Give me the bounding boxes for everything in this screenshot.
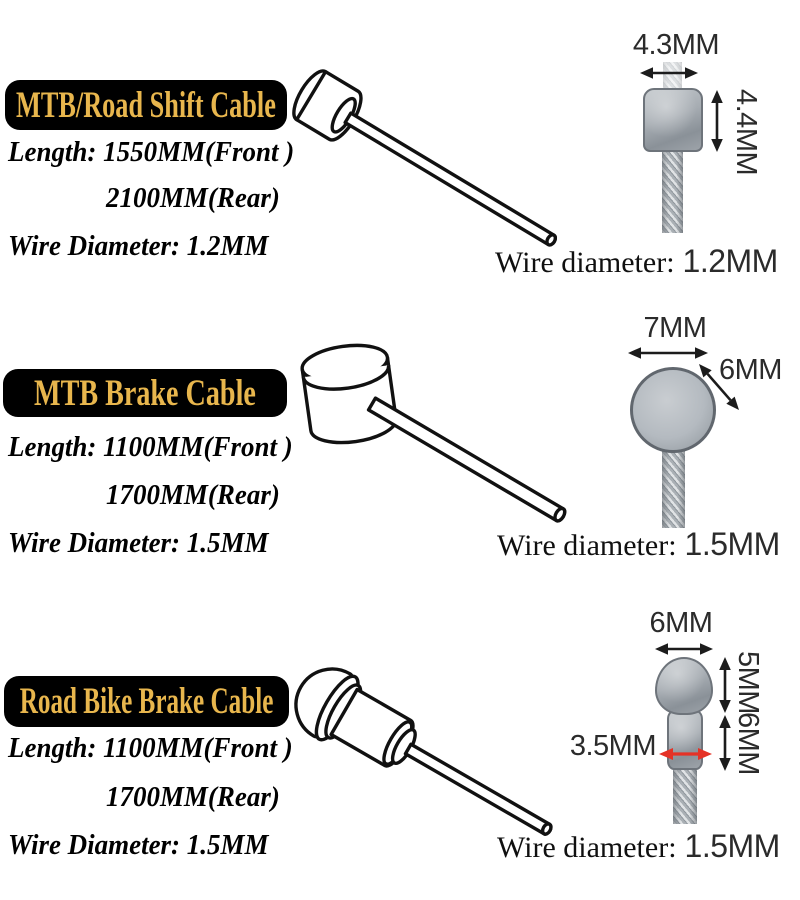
dim-head-height-label: 5MM xyxy=(731,651,764,714)
spec-wire-diameter: Wire Diameter: 1.5MM xyxy=(8,527,269,559)
caption-value: 1.2MM xyxy=(682,243,778,279)
spec-length-rear: 2100MM(Rear) xyxy=(106,182,280,214)
dim-head-depth-label: 6MM xyxy=(719,354,782,386)
banner-label: Road Bike Brake Cable xyxy=(19,681,274,722)
wire-photo xyxy=(662,450,685,528)
wire-photo xyxy=(662,150,683,233)
spec-length-rear: 1700MM(Rear) xyxy=(106,781,280,813)
wire-diameter-caption xyxy=(495,243,778,280)
spec-length-front: Length: 1550MM(Front ) xyxy=(8,136,295,168)
body-width-arrow-red xyxy=(659,745,712,763)
road-brake-line-drawing xyxy=(283,648,575,843)
banner-label: MTB/Road Shift Cable xyxy=(16,84,276,126)
dim-head-height-label: 4.4MM xyxy=(729,89,762,176)
cable-rod xyxy=(369,398,567,522)
banner-road-brake xyxy=(4,676,289,727)
caption-label: Wire diameter: xyxy=(497,831,677,864)
width-arrow xyxy=(640,64,698,82)
caption-value: 1.5MM xyxy=(684,828,780,864)
height-arrow xyxy=(708,90,726,152)
banner-shift-cable xyxy=(5,80,287,130)
banner-mtb-brake xyxy=(3,369,287,417)
mtb-brake-line-drawing xyxy=(293,333,578,528)
spec-wire-diameter: Wire Diameter: 1.2MM xyxy=(8,230,269,262)
dim-body-height-label: 6MM xyxy=(731,712,764,775)
caption-value: 1.5MM xyxy=(684,526,780,562)
caption-label: Wire diameter: xyxy=(495,246,675,279)
dim-body-width-label: 3.5MM xyxy=(569,730,656,762)
spec-length-rear: 1700MM(Rear) xyxy=(106,479,280,511)
spec-length-front: Length: 1100MM(Front ) xyxy=(8,732,293,764)
wire-diameter-caption xyxy=(497,526,780,563)
barrel-nipple-photo xyxy=(643,88,703,152)
width-arrow xyxy=(655,640,713,658)
dim-head-width-label: 6MM xyxy=(649,607,713,639)
mushroom-dome-photo xyxy=(655,657,713,715)
dim-head-width-label: 4.3MM xyxy=(632,29,720,61)
shift-cable-line-drawing xyxy=(285,60,570,250)
spec-length-front: Length: 1100MM(Front ) xyxy=(8,431,293,463)
cable-rod xyxy=(345,113,557,246)
dim-head-width-label: 7MM xyxy=(643,312,707,344)
spec-wire-diameter: Wire Diameter: 1.5MM xyxy=(8,829,269,861)
caption-label: Wire diameter: xyxy=(497,529,677,562)
wire-photo xyxy=(673,766,697,824)
wire-diameter-caption xyxy=(497,828,780,865)
cable-rod xyxy=(405,744,552,835)
banner-label: MTB Brake Cable xyxy=(34,372,256,414)
